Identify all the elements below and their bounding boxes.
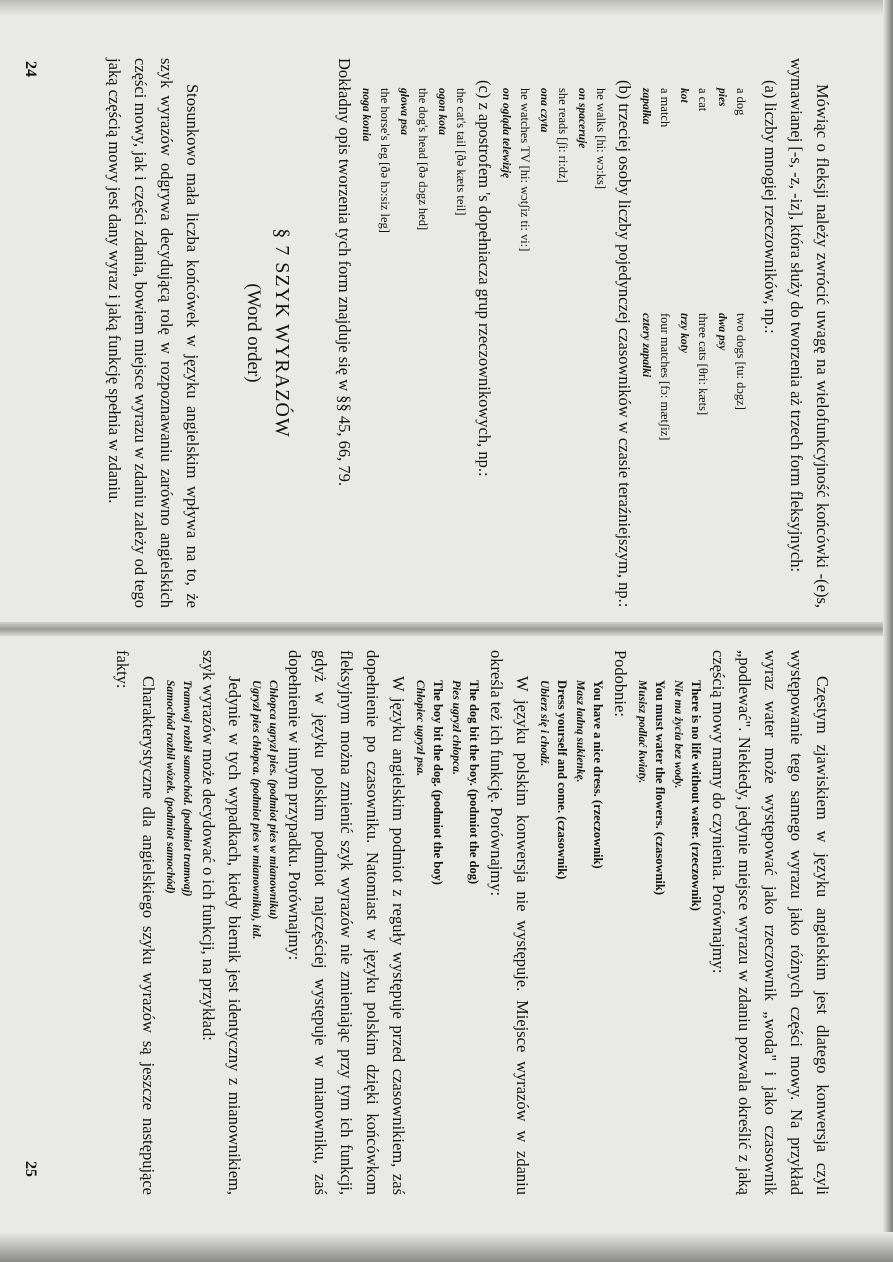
section-a-heading: (a) liczby mnogiej rzeczowników, np.: bbox=[761, 80, 780, 334]
page-25 bbox=[113, 650, 835, 1195]
example-pl: głowa psa bbox=[398, 88, 410, 135]
polish-paragraph: W języku polskim konwersja nie występuje. Miejsce wyrazów w zdaniu określa też ich funkcję. Porównajmy: bbox=[487, 650, 532, 1195]
example-en: The dog bit the boy. (podmiot the dog) bbox=[467, 680, 481, 885]
example-pl: Tramwaj rozbił samochód. (podmiot tramwaj) bbox=[181, 680, 193, 897]
example-pl: ogon kota bbox=[436, 88, 448, 135]
example-pl: Samochód rozbił wózek. (podmiot samochód) bbox=[164, 680, 176, 894]
example-pl: on ogląda telewizję bbox=[500, 88, 512, 179]
example-pl: Masz ładną sukienkę. bbox=[574, 680, 586, 783]
example-pl: Nie ma życia bez wody. bbox=[672, 680, 684, 789]
example-en: There is no life without water. (rzeczownik) bbox=[689, 680, 703, 911]
section-subtitle: (Word order) bbox=[243, 283, 264, 383]
example-pl: Ubierz się i chodź. bbox=[538, 680, 550, 767]
example-en: the horse's leg [ðə hɔ:siz leg] bbox=[378, 88, 392, 233]
example-pl: Ugryzł pies chłopca. (podmiot pies w mianowniku), itd. bbox=[250, 680, 262, 940]
book-fold bbox=[0, 622, 893, 636]
example-en: he walks [hi: wɔ:ks] bbox=[594, 88, 608, 190]
example-pl: Pies ugryzł chłopca. bbox=[450, 680, 462, 775]
example-en: he watches TV [hi: wɔtʃiz ti: vi:] bbox=[518, 88, 532, 252]
example-row: a cat three cats [θri: kæts] bbox=[696, 88, 710, 416]
example-row: a match four matches [fɔ: mætʃiz] bbox=[658, 88, 672, 441]
example-en: You must water the flowers. (czasownik) bbox=[653, 680, 667, 896]
example-en: the cat's tail [ðə kæts teil] bbox=[454, 88, 468, 216]
conversion-paragraph: Częstym zjawiskiem w języku angielskim jest dlatego konwersja czyli występowanie tego samego wyrazu jako różnych części mowy. Na przykład wyraz water może występować jako rzeczownik „woda" i jako czasownik „podlewać". Niekiedy, jedynie miejsce wyrazu w zdaniu pozwala określić z jaką częścią mowy mamy do czynienia. Porównajmy: bbox=[709, 650, 832, 1195]
reference-paragraph: Dokładny opis tworzenia tych form znajduje się w §§ 45, 66, 79. bbox=[335, 58, 354, 486]
page-number-25: 25 bbox=[22, 1161, 39, 1177]
facts-paragraph: Charakterystyczne dla angielskiego szyku wyrazów są jeszcze następujące fakty: bbox=[113, 650, 158, 1195]
example-en: The boy bit the dog. (podmiot the boy) bbox=[431, 680, 445, 885]
scan-top-edge bbox=[0, 0, 893, 16]
example-en: the dog's head [ðə dɔgz hed] bbox=[416, 88, 430, 231]
section-b-heading: (b) trzeciej osoby liczby pojedynczej czasowników w czasie teraźniejszym, np.: bbox=[615, 80, 634, 608]
scan-right-edge bbox=[883, 0, 893, 1262]
example-pl: ona czyta bbox=[538, 88, 550, 133]
page-number-24: 24 bbox=[22, 61, 39, 77]
example-en: she reads [ʃi: ri:dz] bbox=[556, 88, 570, 183]
intro-paragraph: Mówiąc o fleksji należy zwrócić uwagę na wielofunkcyjność końcówki -(e)s, wymawianej [-s, -z, -iz], która służy do tworzenia aż trzech form fleksyjnych: bbox=[787, 58, 832, 608]
example-pl: Musisz podlać kwiaty. bbox=[636, 680, 648, 784]
example-row: a dog two dogs [tu: dɔgz] bbox=[734, 88, 748, 410]
podobnie-label: Podobnie: bbox=[611, 650, 630, 717]
example-en: You have a nice dress. (rzeczownik) bbox=[591, 680, 605, 869]
scan-bottom-edge bbox=[0, 1232, 893, 1262]
example-row: zapałka cztery zapałki bbox=[640, 88, 652, 378]
section-title: § 7 SZYK WYRAZÓW bbox=[271, 228, 293, 438]
example-row: kot trzy koty bbox=[678, 88, 690, 353]
word-order-paragraph: Stosunkowo mała liczba końcówek w języku angielskim wpływa na to, że szyk wyrazów odgrywa decydującą rolę w rozpoznawaniu zarówno angielskich części mowy, jak i części zdania, bowiem miejsce wyrazu w zdaniu zależy od tego jaką częścią mowy jest dany wyraz i jaką funkcję spełnia w zdaniu. bbox=[105, 58, 202, 608]
example-pl: Chłopca ugryzł pies. (podmiot pies w mianowniku) bbox=[267, 680, 279, 920]
example-pl: noga konia bbox=[360, 88, 372, 142]
page-24 bbox=[105, 58, 835, 608]
subject-paragraph: W języku angielskim podmiot z reguły występuje przed czasownikiem, zaś dopełnienie po czasowniku. Natomiast w języku polskim dzięki końcówkom fleksyjnym można zmienić szyk wyrazów nie zmieniając przy tym ich funkcji, gdyż w języku polskim podmiot najczęściej występuje w mianowniku, zaś dopełnienie w innym przypadku. Porównajmy: bbox=[285, 650, 408, 1195]
section-c-heading: (c) z apostrofem 's dopełniacza grup rzeczownikowych, np.: bbox=[475, 80, 494, 477]
example-en: Dress yourself and come. (czasownik) bbox=[555, 680, 569, 880]
example-pl: Chłopiec ugryzł psa. bbox=[414, 680, 426, 777]
example-row: pies dwa psy bbox=[716, 88, 728, 351]
accusative-paragraph: Jedynie w tych wypadkach, kiedy biernik jest identyczny z mianownikiem, szyk wyrazów może decydować o ich funkcji, na przykład: bbox=[199, 650, 244, 1195]
example-pl: on spaceruje bbox=[576, 88, 588, 149]
